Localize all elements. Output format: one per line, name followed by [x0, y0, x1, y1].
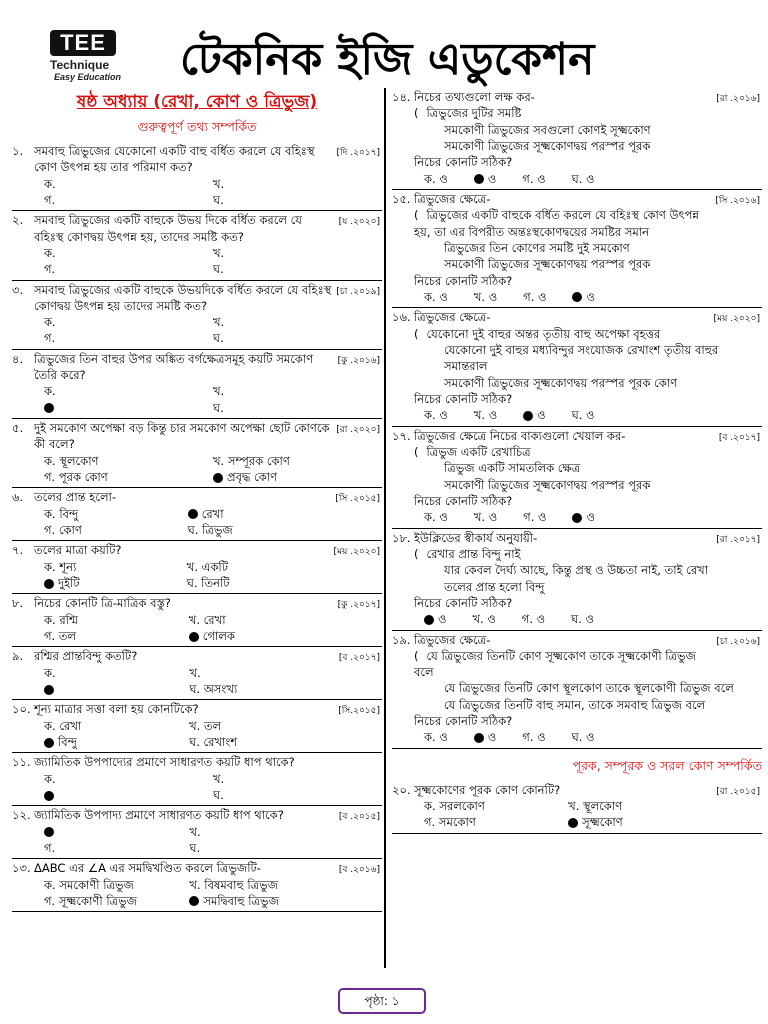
left-column: [12, 88, 382, 912]
answer-option: গ. তল: [44, 629, 77, 644]
statement-line: [414, 326, 762, 342]
answer-option: [189, 893, 334, 909]
question-text: [34, 212, 382, 245]
statement-line: [414, 460, 762, 476]
answer-option: [572, 509, 594, 525]
logo-subtagline: Easy Education: [54, 72, 122, 82]
board-reference: [ব .২০১৭]: [718, 432, 760, 443]
answer-options: [414, 729, 762, 745]
question-item: [392, 88, 762, 190]
question-text: [414, 309, 762, 325]
answer-option: ঘ. ত্রিভুজ: [187, 523, 233, 538]
question-number: ১৯.: [392, 632, 411, 647]
question-number: ১০.: [12, 702, 31, 717]
answer-option: খ.: [213, 771, 225, 786]
question-text: [34, 542, 382, 558]
question-prompt: নিচের কোনটি সঠিক?: [414, 273, 513, 288]
answer-option-text: ও: [537, 408, 546, 423]
answer-option: ক. শূন্য: [44, 559, 77, 574]
answer-options: [34, 314, 382, 347]
answer-option: ক. রেখা: [44, 718, 82, 733]
question-number: ১৮.: [392, 530, 411, 545]
answer-option: [44, 681, 189, 697]
statement-text: সমকোণী ত্রিভুজের সূক্ষ্মকোণদ্বয় পরস্পর পূরক: [444, 477, 651, 492]
statement-line: [414, 477, 762, 493]
correct-answer-marker: [572, 513, 582, 523]
question-text: [34, 282, 382, 315]
statement-text: যেকোনো দুই বাহুর অন্তর তৃতীয় বাহু অপেক্ষা বৃহত্তর: [426, 326, 661, 341]
statement-line: [414, 207, 762, 240]
question-number: ৪.: [12, 351, 24, 366]
answer-option: খ.: [189, 824, 201, 839]
correct-answer-marker: [44, 685, 54, 695]
question-text: [414, 782, 762, 798]
answer-options: [414, 289, 762, 305]
question-item: [392, 190, 762, 308]
statement-line: [414, 256, 762, 272]
statement-line: [414, 579, 762, 595]
answer-option: [189, 628, 334, 644]
statement-text: ত্রিভুজ একটি সামতলিক ক্ষেত্র: [444, 461, 581, 476]
answer-option: [188, 506, 332, 522]
correct-answer-marker: [523, 411, 533, 421]
answer-option: [474, 171, 496, 187]
answer-option: [44, 787, 213, 803]
question-text-content: ত্রিভুজের ক্ষেত্রে-: [414, 632, 491, 647]
answer-option: খ. স্থূলকোণ: [568, 798, 623, 813]
question-text-content: ইউক্লিডের স্বীকার্য অনুযায়ী-: [414, 530, 538, 545]
page-number: পৃষ্ঠা: ১: [338, 988, 426, 1014]
board-reference: [কু .২০১৭]: [337, 600, 380, 611]
question-text-content: ত্রিভুজের ক্ষেত্রে-: [414, 191, 491, 206]
question-text-content: সমবাহু ত্রিভুজের একটি বাহুকে উভয়দিকে বর্ধিত করলে যে বহিঃস্থ কোণদ্বয় উৎপন্ন হয় তাদের সমষ্টি কত?: [34, 282, 332, 313]
question-text: [34, 754, 382, 770]
question-item: [12, 281, 382, 350]
answer-option: ক. ও: [424, 730, 448, 745]
answer-option: খ. সম্পূরক কোণ: [213, 453, 290, 468]
statement-marker: (: [414, 444, 419, 459]
question-text-content: নিচের কোনটি ত্রি-মাত্রিক বস্তু?: [34, 596, 171, 611]
answer-option-text: বিন্দু: [58, 735, 77, 750]
answer-option: গ. ও: [523, 289, 547, 304]
answer-option: খ. ও: [473, 289, 498, 304]
question-number: ১৪.: [392, 90, 411, 104]
answer-option-text: ও: [487, 730, 497, 745]
answer-option: ক.: [44, 771, 56, 786]
statement-text: যে ত্রিভুজের তিনটি কোণ সূক্ষ্মকোণ তাকে সূক্ষ্মকোণী ত্রিভুজ বলে: [414, 648, 696, 680]
statement-line: [414, 648, 762, 681]
question-item: [12, 806, 382, 859]
answer-options: [34, 612, 334, 645]
answer-option-text: ও: [586, 289, 595, 304]
question-text-content: তলের প্রান্ত হলো-: [34, 490, 117, 505]
question-text-content: রশ্মির প্রান্তবিন্দু কতটি?: [34, 649, 138, 664]
question-text-content: ত্রিভুজের ক্ষেত্রে নিচের বাক্যগুলো খেয়াল কর-: [414, 428, 626, 443]
question-text: [414, 428, 762, 444]
correct-answer-marker: [44, 403, 54, 413]
question-text: [414, 89, 762, 105]
board-reference: [সি .২০১৬]: [715, 195, 760, 206]
answer-option: ক.: [44, 315, 56, 330]
statement-line: [414, 342, 762, 375]
page-title: টেকনিক ইজি এডুকেশন: [180, 34, 595, 85]
answer-option: গ.: [44, 331, 56, 346]
answer-options: [34, 665, 335, 698]
question-number: ১৭.: [392, 428, 411, 443]
question-20: [392, 781, 762, 834]
answer-option: গ. ও: [523, 510, 547, 525]
question-prompt: নিচের কোনটি সঠিক?: [414, 714, 513, 729]
question-prompt: নিচের কোনটি সঠিক?: [414, 155, 513, 170]
answer-option-text: ও: [487, 171, 497, 186]
question-number: ৭.: [12, 543, 24, 558]
question-text: [414, 530, 762, 546]
question-item: [12, 142, 382, 211]
question-text: [34, 351, 382, 384]
correct-answer-marker: [474, 733, 484, 743]
answer-option: গ. কোণ: [44, 523, 82, 538]
question-text: [34, 860, 382, 876]
right-column: [392, 88, 762, 834]
question-item: [392, 308, 762, 426]
correct-answer-marker: [44, 579, 54, 589]
board-reference: [ময় .২০২০]: [333, 547, 380, 558]
answer-option: ক.: [44, 665, 56, 680]
board-reference: [দি .২০১৭]: [336, 147, 380, 158]
answer-option: ঘ. ও: [571, 612, 594, 627]
question-text-content: সূক্ষ্মকোণের পূরক কোণ কোনটি?: [414, 782, 561, 797]
board-reference: [ব .২০১৬]: [338, 865, 380, 876]
question-item: [392, 631, 762, 749]
question-item: [12, 700, 382, 753]
answer-option: খ.: [213, 384, 225, 399]
question-text-content: ত্রিভুজের তিন বাহুর উপর অঙ্কিত বর্গক্ষেত্রসমূহ কয়টি সমকোণ তৈরি করে?: [34, 351, 314, 383]
answer-options: [414, 798, 712, 831]
answer-option: গ.: [44, 841, 56, 855]
board-reference: [ময় .২০২০]: [713, 314, 760, 325]
answer-option: খ.: [213, 315, 225, 330]
statement-text: সমকোণী ত্রিভুজের সূক্ষ্মকোণদ্বয় পরস্পর পূরক: [444, 257, 651, 272]
board-reference: [কু .২০১৬]: [337, 355, 380, 366]
correct-answer-marker: [189, 632, 199, 642]
answer-option: ঘ.: [189, 841, 201, 855]
correct-answer-marker: [44, 738, 54, 748]
answer-options: [414, 407, 762, 423]
question-text-content: জ্যামিতিক উপপাদ্য প্রমাণে সাধারণত কয়টি ধাপ থাকে?: [34, 808, 284, 823]
question-number: ১১.: [12, 755, 31, 770]
answer-options: [34, 771, 382, 804]
answer-option: ঘ. ও: [571, 408, 595, 423]
answer-option: ঘ. তিনটি: [186, 576, 230, 591]
answer-option: ঘ. রেখাংশ: [189, 735, 238, 750]
question-item: [392, 427, 762, 529]
statement-text: রেখার প্রান্ত বিন্দু নাই: [426, 546, 521, 561]
statement-line: [414, 240, 762, 256]
question-number: ২০.: [392, 782, 411, 797]
answer-option: খ.: [189, 665, 201, 680]
question-text-content: নিচের তথ্যগুলো লক্ষ কর-: [414, 90, 535, 104]
answer-option: ক. ও: [424, 289, 448, 304]
answer-option: খ.: [213, 176, 225, 191]
answer-option: ক. ও: [424, 171, 448, 186]
statement-text: যে ত্রিভুজের তিনটি বাহু সমান, তাকে সমবাহু ত্রিভুজ বলে: [444, 697, 706, 712]
question-item: [12, 594, 382, 647]
statement-text: ত্রিভুজের একটি বাহুকে বর্ধিত করলে যে বহিঃস্থ কোণ উৎপন্ন হয়, তা এর বিপরীত অন্তঃস্থকোণদ্বয়ের সমষ্টির সমান: [414, 208, 699, 239]
column-divider: [384, 88, 386, 968]
answer-options: [34, 718, 334, 751]
statement-line: [414, 138, 762, 154]
board-reference: [রা .২০২০]: [336, 425, 380, 436]
answer-option: ঘ.: [213, 788, 224, 803]
answer-options: [414, 509, 762, 525]
question-number: ১৩.: [12, 861, 31, 876]
question-item: [12, 753, 382, 806]
statement-line: [414, 546, 762, 562]
question-text: [34, 701, 382, 717]
question-prompt: নিচের কোনটি সঠিক?: [414, 391, 513, 406]
question-text-content: ত্রিভুজের ক্ষেত্রে-: [414, 310, 491, 325]
section-heading-2: পূরক, সম্পূরক ও সরল কোণ সম্পর্কিত: [572, 757, 762, 773]
answer-option: গ.: [44, 192, 56, 207]
statement-marker: (: [414, 648, 419, 663]
answer-option: গ. ও: [522, 730, 546, 745]
correct-answer-marker: [188, 509, 198, 519]
question-item: [12, 488, 382, 541]
question-number: ৩.: [12, 282, 24, 297]
answer-option: ঘ. ও: [571, 730, 595, 745]
correct-answer-marker: [572, 292, 582, 302]
correct-answer-marker: [189, 896, 199, 906]
question-item: [12, 541, 382, 594]
question-text: [34, 420, 382, 453]
answer-option: [213, 469, 382, 485]
board-reference: [রা .২০১৬]: [716, 94, 760, 104]
answer-option: গ.: [44, 262, 56, 277]
question-item: [12, 211, 382, 280]
answer-options: [414, 171, 762, 187]
answer-option: গ. ও: [522, 171, 546, 186]
question-number: ৬.: [12, 490, 24, 505]
answer-option: ঘ.: [213, 331, 224, 346]
statement-text: সমকোণী ত্রিভুজের সবগুলো কোণই সূক্ষ্মকোণ: [444, 122, 651, 137]
question-number: ১.: [12, 143, 24, 158]
answer-option: গ. পূরক কোণ: [44, 470, 108, 485]
board-reference: [চা .২০১৯]: [336, 286, 380, 297]
answer-option: খ. ও: [472, 612, 496, 627]
statement-line: [414, 375, 762, 391]
question-item: [12, 350, 382, 419]
statement-text: যে ত্রিভুজের তিনটি কোণ স্থূলকোণ তাকে স্থূলকোণী ত্রিভুজ বলে: [444, 681, 734, 696]
answer-option: ক. ও: [424, 408, 448, 423]
answer-option: ক.: [44, 176, 56, 191]
answer-option: খ. ও: [473, 408, 498, 423]
statement-marker: (: [414, 326, 419, 341]
board-reference: [চা .২০১৬]: [716, 636, 760, 647]
question-prompt: নিচের কোনটি সঠিক?: [414, 493, 513, 508]
question-text: [414, 191, 762, 207]
answer-option: [568, 814, 712, 830]
question-item: [12, 419, 382, 488]
question-prompt: নিচের কোনটি সঠিক?: [414, 595, 513, 610]
right-question-list: [392, 88, 762, 749]
statement-line: [414, 697, 762, 713]
answer-option: গ. ও: [521, 612, 546, 627]
statement-line: [414, 444, 762, 460]
answer-option: [44, 734, 189, 750]
answer-option-text: সূক্ষ্মকোণ: [582, 815, 623, 830]
question-number: ১২.: [12, 808, 31, 823]
statement-text: ত্রিভুজের তিন কোণের সমষ্টি দুই সমকোণ: [444, 240, 630, 255]
answer-option: ক. স্থূলকোণ: [44, 453, 99, 468]
board-reference: [রা .২০১৭]: [716, 534, 760, 545]
question-text: [414, 632, 762, 648]
answer-option: খ. তল: [189, 718, 222, 733]
statement-text: সমকোণী ত্রিভুজের সূক্ষ্মকোণদ্বয় পরস্পর পূরক কোণ: [444, 375, 678, 390]
question-number: ৯.: [12, 649, 24, 664]
statement-text: যেকোনো দুই বাহুর মধ্যবিন্দুর সংযোজক রেখাংশ তৃতীয় বাহুর সমান্তরাল: [444, 342, 719, 374]
answer-option: গ. সমকোণ: [424, 815, 476, 830]
answer-options: [34, 559, 330, 592]
statement-text: ত্রিভুজ একটি রেখাচিত্র: [426, 444, 531, 459]
chapter-title: ষষ্ঠ অধ্যায় (রেখা, কোণ ও ত্রিভুজ): [76, 92, 318, 112]
board-reference: [ব .২০১৭]: [338, 653, 380, 664]
statement-marker: (: [414, 208, 419, 223]
answer-option: ক. সমকোণী ত্রিভুজ: [44, 877, 134, 892]
board-reference: [সি.২০১৫]: [338, 706, 380, 717]
answer-option: খ.: [213, 245, 225, 260]
logo-tagline: Technique: [50, 58, 110, 72]
answer-option: ঘ. অসংখ্য: [189, 682, 238, 697]
question-item: [12, 859, 382, 912]
question-text-content: সমবাহু ত্রিভুজের যেকোনো একটি বাহু বর্ধিত করলে যে বহিঃস্থ কোণ উৎপন্ন হয় তার পরিমাণ কত?: [34, 143, 315, 175]
answer-option: ক. সরলকোণ: [424, 798, 485, 813]
answer-option: ক.: [44, 384, 56, 399]
question-text-content: শূন্য মাত্রার সত্তা বলা হয় কোনটিকে?: [34, 702, 199, 717]
answer-option: ক. বিন্দু: [44, 506, 79, 521]
statement-line: [414, 680, 762, 696]
board-reference: [য .২০২০]: [338, 217, 380, 228]
answer-option: খ. বিষমবাহু ত্রিভুজ: [189, 877, 279, 892]
correct-answer-marker: [568, 818, 578, 828]
question-text-content: জ্যামিতিক উপপাদ্যের প্রমাণে সাধারণত কয়টি ধাপ থাকে?: [34, 755, 295, 770]
board-reference: [রা .২০১৫]: [716, 786, 760, 797]
correct-answer-marker: [44, 827, 54, 837]
answer-option: ক. রশ্মি: [44, 612, 78, 627]
question-text-content: সমবাহু ত্রিভুজের একটি বাহুকে উভয় দিকে বর্ধিত করলে যে বহিঃস্থ কোণদ্বয় উৎপন্ন হয়, তাদের সমষ্টি কত?: [34, 213, 302, 244]
statement-line: [414, 105, 762, 121]
question-text-content: দুই সমকোণ অপেক্ষা বড় কিন্তু চার সমকোণ অপেক্ষা ছোট কোণকে কী বলে?: [34, 421, 330, 452]
question-item: [392, 529, 762, 631]
correct-answer-marker: [474, 174, 484, 184]
answer-option: ক. ও: [424, 510, 448, 525]
answer-options: [34, 245, 382, 278]
answer-option-text: দুইটি: [58, 576, 80, 591]
statement-marker: (: [414, 106, 419, 121]
answer-options: [414, 611, 762, 627]
answer-option-text: ও: [586, 510, 595, 525]
answer-option: খ. ও: [473, 510, 498, 525]
board-reference: [ব .২০১৫]: [338, 812, 380, 823]
question-text: [34, 595, 382, 611]
question-number: ৮.: [12, 596, 24, 611]
answer-option: [44, 575, 187, 591]
answer-option: [474, 729, 496, 745]
question-number: ৫.: [12, 421, 24, 436]
answer-option: ঘ. ও: [571, 171, 595, 186]
question-text-content: তলের মাত্রা কয়টি?: [34, 543, 122, 558]
statement-text: ত্রিভুজের দুটির সমষ্টি: [426, 106, 522, 121]
answer-option: [44, 400, 213, 416]
question-text: [34, 648, 382, 664]
logo: TEE: [50, 30, 116, 56]
statement-line: [414, 122, 762, 138]
answer-option-text: সমদ্বিবাহু ত্রিভুজ: [203, 893, 279, 908]
answer-option: [523, 407, 545, 423]
answer-option: ঘ.: [213, 400, 224, 415]
section-heading: গুরুত্বপূর্ণ তথ্য সম্পর্কিত: [137, 119, 257, 135]
answer-option: ক.: [44, 245, 56, 260]
question-number: ২.: [12, 213, 24, 228]
question-text-content: ΔABC এর ∠A এর সমদ্বিখণ্ডিত করলে ত্রিভুজটি-: [34, 861, 261, 876]
statement-line: [414, 562, 762, 578]
question-text: [34, 143, 382, 176]
answer-option-text: রেখা: [201, 506, 224, 521]
statement-text: সমকোণী ত্রিভুজের সূক্ষ্মকোণদ্বয় পরস্পর পূরক: [444, 138, 651, 153]
answer-options: [34, 453, 382, 486]
answer-option-text: ও: [438, 612, 447, 627]
answer-options: [34, 506, 331, 539]
answer-option: [572, 289, 594, 305]
statement-text: যার কেবল দৈর্ঘ্য আছে, কিন্তু প্রস্থ ও উচ্চতা নাই, তাই রেখা: [444, 563, 709, 578]
correct-answer-marker: [424, 615, 434, 625]
answer-option: [44, 824, 189, 840]
answer-options: [34, 877, 335, 910]
answer-option: [424, 611, 446, 627]
left-question-list: [12, 142, 382, 912]
answer-options: [34, 176, 382, 209]
answer-option: ঘ.: [213, 262, 224, 277]
answer-option: খ. একটি: [186, 559, 228, 574]
statement-text: তলের প্রান্ত হলো বিন্দু: [444, 579, 545, 594]
answer-options: [34, 824, 335, 857]
statement-marker: (: [414, 546, 419, 561]
answer-option: গ. সূক্ষ্মকোণী ত্রিভুজ: [44, 893, 137, 908]
question-item: [392, 781, 762, 834]
answer-option: খ. রেখা: [188, 612, 226, 627]
correct-answer-marker: [44, 791, 54, 801]
answer-option: ঘ.: [213, 192, 224, 207]
question-text: [34, 807, 382, 823]
board-reference: [সি .২০১৫]: [335, 494, 380, 505]
answer-option-text: প্রবৃদ্ধ কোণ: [227, 470, 278, 485]
answer-option-text: গোলক: [202, 629, 235, 644]
question-item: [12, 647, 382, 700]
question-text: [34, 489, 382, 505]
correct-answer-marker: [213, 473, 223, 483]
question-number: ১৫.: [392, 191, 411, 206]
question-number: ১৬.: [392, 310, 411, 325]
answer-options: [34, 383, 382, 416]
